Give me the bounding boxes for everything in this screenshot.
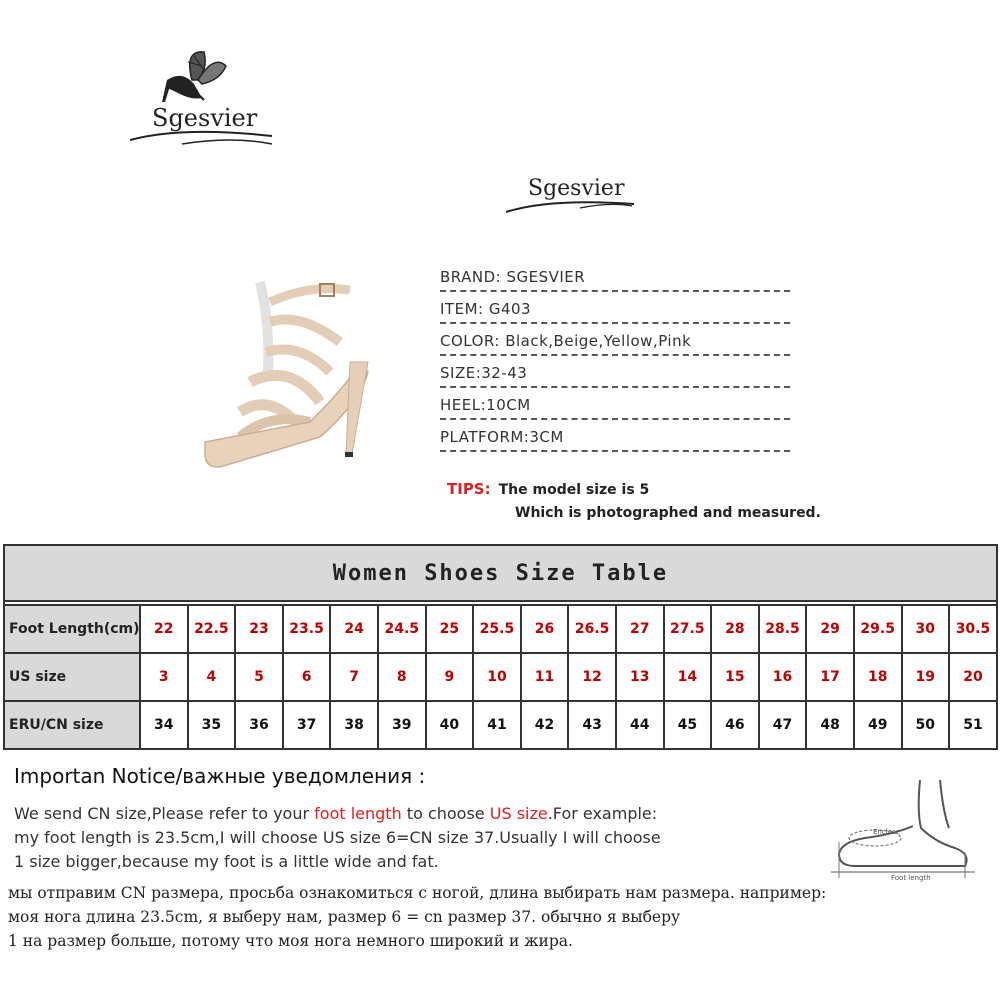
- logo-text: Sgesvier: [152, 104, 258, 132]
- tips-line-2: Which is photographed and measured.: [515, 505, 821, 521]
- notice-en-line-3: 1 size bigger,because my foot is a little wide and fat.: [14, 852, 439, 871]
- foot-icon: [825, 772, 985, 882]
- spec-brand: BRAND: SGESVIER: [440, 268, 790, 292]
- table-cell: 30.5: [949, 605, 997, 653]
- table-cell: 28.5: [759, 605, 807, 653]
- table-cell: 38: [330, 701, 378, 749]
- logo-text: Sgesvier: [528, 176, 625, 201]
- table-cell: 50: [902, 701, 950, 749]
- foot-length-label: Foot length: [891, 874, 931, 882]
- table-cell: 46: [711, 701, 759, 749]
- table-cell: 11: [521, 653, 569, 701]
- table-cell: 29: [806, 605, 854, 653]
- brand-logo-middle: [500, 168, 640, 218]
- notice-ru-line-1: мы отправим CN размера, просьба ознакомиться с ногой, длина выбирать нам размера. например:: [8, 884, 827, 902]
- table-cell: 20: [949, 653, 997, 701]
- table-cell: 23: [235, 605, 283, 653]
- table-cell: 44: [616, 701, 664, 749]
- sandal-image: [200, 262, 380, 492]
- spec-size: SIZE:32-43: [440, 364, 790, 388]
- product-image: [200, 262, 380, 492]
- row-label: Foot Length(cm): [4, 605, 140, 653]
- table-cell: 25: [426, 605, 474, 653]
- notice-en-line-1: We send CN size,Please refer to your foot length to choose US size.For example:: [14, 804, 658, 823]
- table-cell: 28: [711, 605, 759, 653]
- table-cell: 8: [378, 653, 426, 701]
- table-cell: 43: [568, 701, 616, 749]
- brand-logo-top: [122, 40, 282, 160]
- table-cell: 34: [140, 701, 188, 749]
- table-cell: 12: [568, 653, 616, 701]
- table-cell: 4: [188, 653, 236, 701]
- spec-platform: PLATFORM:3CM: [440, 428, 790, 452]
- enclose-label: Enclose: [873, 828, 900, 836]
- table-cell: 25.5: [473, 605, 521, 653]
- size-table-title: Women Shoes Size Table: [4, 545, 997, 601]
- table-cell: 22.5: [188, 605, 236, 653]
- butterfly-heel-icon: [122, 40, 282, 160]
- spec-item: ITEM: G403: [440, 300, 790, 324]
- table-cell: 45: [664, 701, 712, 749]
- notice-en-line-2: my foot length is 23.5cm,I will choose US size 6=CN size 37.Usually I will choose: [14, 828, 661, 847]
- table-row-foot-length: [4, 605, 997, 653]
- notice-ru-line-2: моя нога длина 23.5cm, я выберу нам, размер 6 = cn размер 37. обычно я выберу: [8, 908, 681, 926]
- table-cell: 22: [140, 605, 188, 653]
- notice-ru-line-3: 1 на размер больше, потому что моя нога немного широкий и жира.: [8, 932, 573, 950]
- table-cell: 14: [664, 653, 712, 701]
- us-size-highlight: US size: [489, 804, 548, 823]
- table-cell: 37: [283, 701, 331, 749]
- table-cell: 41: [473, 701, 521, 749]
- table-cell: 15: [711, 653, 759, 701]
- table-cell: 40: [426, 701, 474, 749]
- table-cell: 24: [330, 605, 378, 653]
- foot-length-highlight: foot length: [314, 804, 402, 823]
- size-table: [3, 544, 998, 750]
- table-cell: 5: [235, 653, 283, 701]
- tips: [447, 480, 649, 498]
- table-cell: 26.5: [568, 605, 616, 653]
- table-cell: 51: [949, 701, 997, 749]
- table-cell: 10: [473, 653, 521, 701]
- table-cell: 42: [521, 701, 569, 749]
- tips-label: TIPS:: [447, 480, 491, 498]
- table-cell: 47: [759, 701, 807, 749]
- table-row-us-size: [4, 653, 997, 701]
- spec-heel: HEEL:10CM: [440, 396, 790, 420]
- foot-measurement-diagram: [825, 772, 985, 882]
- notice-title: Importan Notice/важные уведомления :: [14, 764, 426, 788]
- table-cell: 9: [426, 653, 474, 701]
- table-cell: 27.5: [664, 605, 712, 653]
- table-cell: 18: [854, 653, 902, 701]
- table-cell: 13: [616, 653, 664, 701]
- table-cell: 35: [188, 701, 236, 749]
- table-cell: 27: [616, 605, 664, 653]
- table-cell: 19: [902, 653, 950, 701]
- table-cell: 30: [902, 605, 950, 653]
- table-cell: 16: [759, 653, 807, 701]
- table-cell: 49: [854, 701, 902, 749]
- table-cell: 17: [806, 653, 854, 701]
- table-cell: 26: [521, 605, 569, 653]
- table-cell: 39: [378, 701, 426, 749]
- table-cell: 7: [330, 653, 378, 701]
- table-cell: 48: [806, 701, 854, 749]
- table-cell: 3: [140, 653, 188, 701]
- table-cell: 36: [235, 701, 283, 749]
- table-cell: 6: [283, 653, 331, 701]
- spec-color: COLOR: Black,Beige,Yellow,Pink: [440, 332, 790, 356]
- tips-line-1: The model size is 5: [498, 482, 650, 498]
- row-label: ERU/CN size: [4, 701, 140, 749]
- row-label: US size: [4, 653, 140, 701]
- table-cell: 23.5: [283, 605, 331, 653]
- table-cell: 24.5: [378, 605, 426, 653]
- table-row-eu-cn-size: [4, 701, 997, 749]
- table-cell: 29.5: [854, 605, 902, 653]
